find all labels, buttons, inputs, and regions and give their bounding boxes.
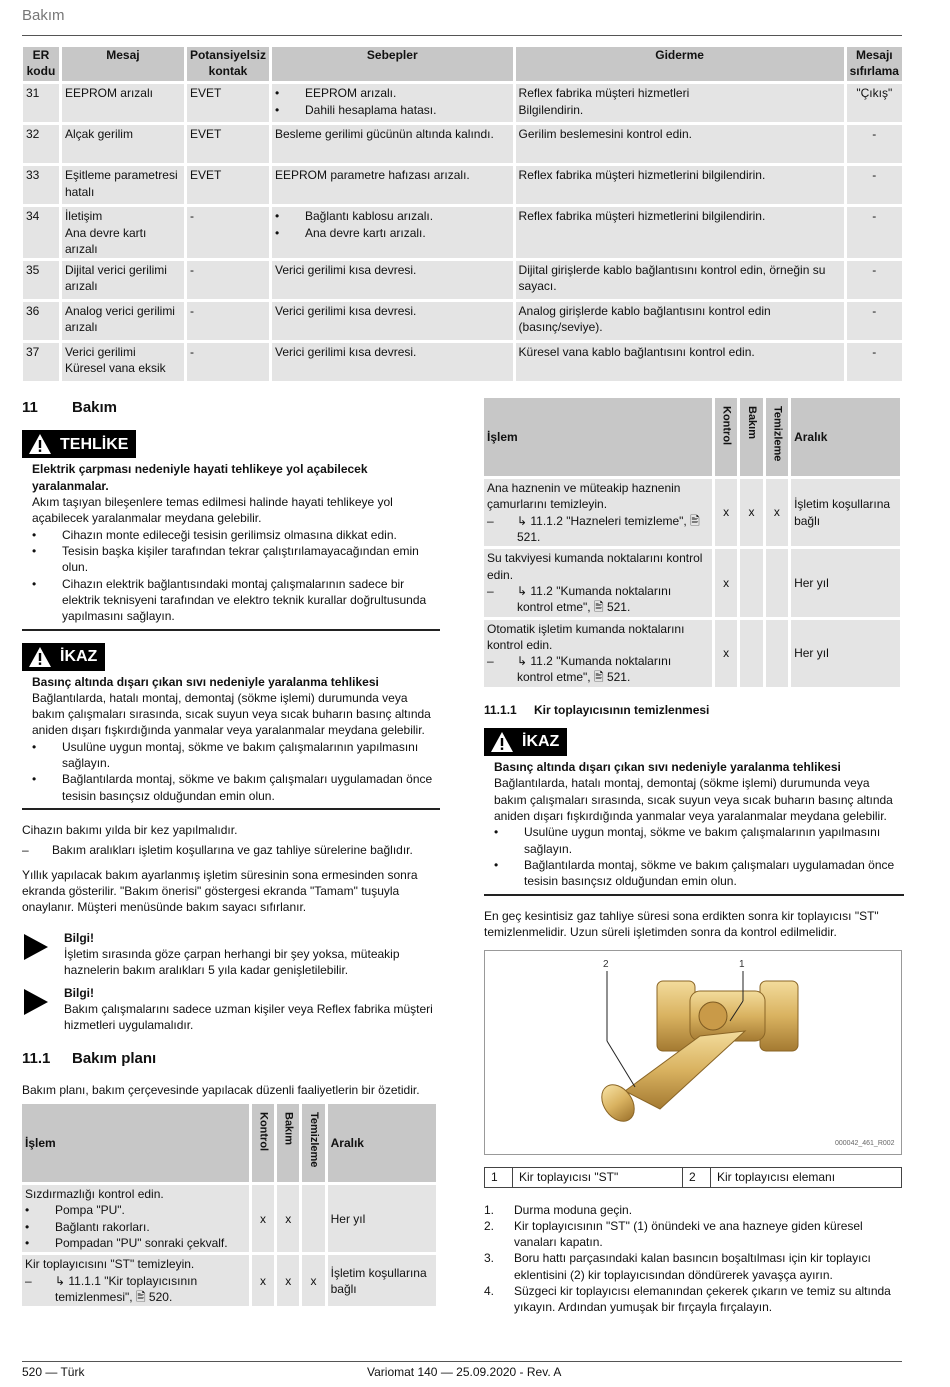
list-item: 3. Boru hattı parçasındaki kalan basıncın boşaltılması için kir toplayıcı eklentisini (2) kir toplayıcısından döndürerek yavaşça ayırın.	[484, 1251, 871, 1282]
cell-remedy: Gerilim beslemesini kontrol edin.	[516, 125, 844, 163]
col-header-reset: Mesajı sıfırlama	[847, 47, 902, 81]
cell-check: x	[715, 479, 737, 546]
table-row	[484, 479, 900, 546]
cell-cleaning: x	[766, 479, 788, 546]
cell-message: Alçak gerilim	[62, 125, 184, 163]
list-item: • Pompa "PU".	[25, 1202, 246, 1218]
cross-reference-link[interactable]: – ↳ 11.1.2 "Hazneleri temizleme", 🖹 521.	[487, 513, 709, 546]
page-footer	[22, 1361, 902, 1380]
paragraph: Cihazın bakımı yılda bir kez yapılmalıdır.	[22, 823, 238, 838]
cell-operation: Su takviyesi kumanda noktalarını kontrol edin. – ↳ 11.2 "Kumanda noktalarını kontrol etme", 🖹 521.	[484, 549, 712, 616]
figure-legend	[484, 1167, 902, 1187]
list-item: • Pompadan "PU" sonraki çekvalf.	[25, 1235, 246, 1251]
legend-number: 2	[683, 1168, 711, 1187]
table-row	[23, 84, 902, 122]
table-row	[22, 1185, 436, 1252]
table-row	[23, 207, 902, 258]
caution-title: Basınç altında dışarı çıkan sıvı nedeniyle yaralanma tehlikesi	[494, 760, 841, 775]
warning-triangle-icon	[28, 646, 52, 668]
cell-causes	[272, 207, 513, 258]
cell-code: 32	[23, 125, 59, 163]
caution-badge: İKAZ	[22, 643, 105, 671]
cell-message: Verici gerilimi Küresel vana eksik	[62, 343, 184, 381]
cell-contact: -	[187, 343, 269, 381]
legend-text: Kir toplayıcısı elemanı	[711, 1168, 902, 1187]
cell-message: İletişim Ana devre kartı arızalı	[62, 207, 184, 258]
col-header-maintenance: Bakım	[277, 1104, 299, 1182]
legend-number: 1	[485, 1168, 513, 1187]
col-header-interval: Aralık	[791, 398, 900, 476]
steps-list	[484, 1202, 904, 1316]
danger-badge: TEHLİKE	[22, 430, 136, 458]
list-item: 2. Kir toplayıcısının "ST" (1) önündeki ve ana hazneye giden küresel vanaları kapatın.	[484, 1218, 863, 1250]
cell-check: x	[252, 1255, 274, 1306]
cell-reset: -	[847, 125, 902, 163]
cell-check: x	[715, 620, 737, 687]
cell-operation: Ana haznenin ve müteakip haznenin çamurlarını temizleyin. – ↳ 11.1.2 "Hazneleri temizleme", 🖹 521.	[484, 479, 712, 546]
cell-code: 34	[23, 207, 59, 258]
table-row	[23, 302, 902, 340]
cell-causes: Verici gerilimi kısa devresi.	[272, 302, 513, 340]
subsection-heading: 11.1.1 Kir toplayıcısının temizlenmesi	[484, 702, 710, 717]
cell-operation: Kir toplayıcısını "ST" temizleyin. – ↳ 11.1.1 "Kir toplayıcısının temizlenmesi", 🖹 520.	[22, 1255, 249, 1306]
table-row	[22, 1255, 436, 1306]
table-row	[23, 125, 902, 163]
col-header-operation: İşlem	[22, 1104, 249, 1182]
list-item: • Bağlantılarda montaj, sökme ve bakım çalışmaları uygulamadan önce tesisin basınçsız olduğundan emin olun.	[494, 857, 904, 890]
list-item: • Usulüne uygun montaj, sökme ve bakım çalışmalarının yapılmasını sağlayın.	[494, 824, 904, 857]
dirt-trap-illustration	[485, 951, 901, 1154]
cell-maintenance: x	[277, 1185, 299, 1252]
cell-cleaning	[302, 1185, 324, 1252]
dash-item: – Bakım aralıkları işletim koşullarına ve gaz tahliye sürelerine bağlıdır.	[22, 842, 440, 858]
dirt-trap-figure	[484, 950, 902, 1155]
cell-remedy: Dijital girişlerde kablo bağlantısını kontrol edin, örneğin su sayacı.	[516, 261, 844, 299]
maintenance-plan-table-continued	[481, 395, 903, 690]
col-header-maintenance: Bakım	[740, 398, 762, 476]
section-heading: 11 Bakım	[22, 399, 118, 416]
cross-reference-link[interactable]: – ↳ 11.1.1 "Kir toplayıcısının temizlenmesi", 🖹 520.	[25, 1273, 246, 1306]
list-item: • Ana devre kartı arızalı.	[275, 225, 510, 241]
caution-text: Bağlantılarda, hatalı montaj, demontaj (sökme işlemi) durumunda veya bakım çalışmaları sırasında, sıcak suyun veya sıcak buharın basınç altında aniden dışarı fışkırdığında yanmalar veya yaralanmalar meydana gelebilir.	[494, 776, 893, 823]
col-header-operation: İşlem	[484, 398, 712, 476]
list-item: • Bağlantılarda montaj, sökme ve bakım çalışmaları uygulamadan önce tesisin basınçsız olduğundan emin olun.	[32, 771, 440, 804]
warning-triangle-icon	[28, 433, 52, 455]
error-table	[20, 44, 905, 384]
footer-page-number: 520 — Türk	[22, 1365, 85, 1379]
cell-remedy: Reflex fabrika müşteri hizmetlerini bilgilendirin.	[516, 207, 844, 258]
cell-reset: -	[847, 302, 902, 340]
table-row	[23, 166, 902, 204]
cell-contact: EVET	[187, 166, 269, 204]
cell-interval: İşletim koşullarına bağlı	[328, 1255, 436, 1306]
cell-check: x	[715, 549, 737, 616]
table-row	[23, 261, 902, 299]
cell-remedy: Küresel vana kablo bağlantısını kontrol edin.	[516, 343, 844, 381]
caution-text: Bağlantılarda, hatalı montaj, demontaj (sökme işlemi) durumunda veya bakım çalışmaları sırasında, sıcak suyun veya sıcak buharın basınç altında aniden dışarı fışkırdığında yanmalar veya yaralanmalar meydana gelebilir.	[32, 690, 431, 738]
danger-box	[22, 430, 440, 630]
cell-contact: EVET	[187, 84, 269, 122]
warning-triangle-icon	[490, 731, 514, 753]
left-column	[22, 398, 440, 1309]
cell-causes: Verici gerilimi kısa devresi.	[272, 343, 513, 381]
maintenance-plan-table	[19, 1101, 439, 1309]
col-header-cleaning: Temizleme	[766, 398, 788, 476]
list-item: • Dahili hesaplama hatası.	[275, 102, 510, 118]
cell-reset: "Çıkış"	[847, 84, 902, 122]
cell-causes: EEPROM parametre hafızası arızalı.	[272, 166, 513, 204]
danger-text: Akım taşıyan bileşenlere temas edilmesi halinde hayati tehlikeye yol açabilecek yaralanmalar meydana gelebilir.	[32, 495, 393, 526]
info-arrow-icon	[24, 934, 48, 960]
table-row	[23, 343, 902, 381]
col-header-check: Kontrol	[252, 1104, 274, 1182]
cell-reset: -	[847, 207, 902, 258]
info-arrow-icon	[24, 989, 48, 1015]
cross-reference-link[interactable]: – ↳ 11.2 "Kumanda noktalarını kontrol etme", 🖹 521.	[487, 583, 709, 616]
info-note: Bilgi! Bakım çalışmalarını sadece uzman kişiler veya Reflex fabrika müşteri hizmetleri uygulamalıdır.	[22, 985, 440, 1034]
cell-contact: -	[187, 207, 269, 258]
caution-badge: İKAZ	[484, 728, 567, 756]
cell-reset: -	[847, 261, 902, 299]
table-row	[484, 549, 900, 616]
cell-causes	[272, 84, 513, 122]
cell-message: Eşitleme parametresi hatalı	[62, 166, 184, 204]
cell-contact: -	[187, 261, 269, 299]
col-header-message: Mesaj	[62, 47, 184, 81]
callout-1: 1	[739, 959, 745, 971]
cell-operation: Otomatik işletim kumanda noktalarını kontrol edin. – ↳ 11.2 "Kumanda noktalarını kontrol etme", 🖹 521.	[484, 620, 712, 687]
error-table-header	[23, 47, 902, 81]
cell-interval: Her yıl	[328, 1185, 436, 1252]
list-item: 4. Süzgeci kir toplayıcısı elemanından çekerek çıkarın ve temiz su altında yıkayın. Ardından yumuşak bir fırçayla fırçalayın.	[484, 1284, 891, 1315]
danger-title: Elektrik çarpması nedeniyle hayati tehlikeye yol açabilecek yaralanmalar.	[32, 462, 368, 493]
cell-message: Analog verici gerilimi arızalı	[62, 302, 184, 340]
list-item: • Bağlantı rakorları.	[25, 1219, 246, 1235]
cell-interval: Her yıl	[791, 549, 900, 616]
cell-maintenance: x	[740, 479, 762, 546]
col-header-cleaning: Temizleme	[302, 1104, 324, 1182]
list-item: • Tesisin başka kişiler tarafından tekrar çalıştırılamayacağından emin olun.	[32, 543, 440, 576]
figure-code: 000042_461_R002	[835, 1140, 895, 1148]
list-item: • Cihazın elektrik bağlantısındaki montaj çalışmalarının sadece bir elektrik teknisyeni tarafından ve elektro teknik kurallar doğrultusunda yapılmasını sağlayın.	[32, 576, 440, 625]
col-header-check: Kontrol	[715, 398, 737, 476]
cell-code: 37	[23, 343, 59, 381]
cell-interval: İşletim koşullarına bağlı	[791, 479, 900, 546]
cell-message: Dijital verici gerilimi arızalı	[62, 261, 184, 299]
callout-2: 2	[603, 959, 609, 971]
cell-remedy: Reflex fabrika müşteri hizmetleri Bilgilendirin.	[516, 84, 844, 122]
list-item: • Bağlantı kablosu arızalı.	[275, 208, 510, 224]
cell-cleaning	[766, 549, 788, 616]
cell-operation: Sızdırmazlığı kontrol edin. • Pompa "PU". • Bağlantı rakorları. • Pompadan "PU" sonraki çekvalf.	[22, 1185, 249, 1252]
cell-message: EEPROM arızalı	[62, 84, 184, 122]
cross-reference-link[interactable]: – ↳ 11.2 "Kumanda noktalarını kontrol etme", 🖹 521.	[487, 653, 709, 686]
footer-document-info: Variomat 140 — 25.09.2020 - Rev. A	[367, 1365, 562, 1379]
caution-box	[484, 728, 904, 896]
cell-code: 31	[23, 84, 59, 122]
page-header	[22, 6, 902, 36]
cell-maintenance: x	[277, 1255, 299, 1306]
cell-interval: Her yıl	[791, 620, 900, 687]
cell-code: 36	[23, 302, 59, 340]
list-item: • Cihazın monte edileceği tesisin gerilimsiz olmasına dikkat edin.	[32, 527, 440, 543]
cell-causes: Verici gerilimi kısa devresi.	[272, 261, 513, 299]
cell-check: x	[252, 1185, 274, 1252]
col-header-contact: Potansiyelsiz kontak	[187, 47, 269, 81]
col-header-interval: Aralık	[328, 1104, 436, 1182]
cell-cleaning	[766, 620, 788, 687]
cell-remedy: Reflex fabrika müşteri hizmetlerini bilgilendirin.	[516, 166, 844, 204]
cell-code: 35	[23, 261, 59, 299]
table-row	[484, 620, 900, 687]
cell-causes: Besleme gerilimi gücünün altında kalındı.	[272, 125, 513, 163]
paragraph: En geç kesintisiz gaz tahliye süresi sona erdikten sonra kir toplayıcısı "ST" temizlenmelidir. Uzun süreli işletimden sonra da kontrol edilmelidir.	[484, 908, 879, 939]
cell-cleaning: x	[302, 1255, 324, 1306]
cell-contact: -	[187, 302, 269, 340]
cell-reset: -	[847, 166, 902, 204]
info-note: Bilgi! İşletim sırasında göze çarpan herhangi bir şey yoksa, müteakip haznelerin bakım aralıkları 5 yıla kadar genişletilebilir.	[22, 930, 440, 979]
cell-reset: -	[847, 343, 902, 381]
right-column	[484, 395, 904, 1316]
paragraph: Yıllık yapılacak bakım ayarlanmış işletim süresinin sona ermesinden sonra ekranda gösterilir. "Bakım önerisi" göstergesi ekranda "Tamam" tuşuyla onaylanır. Müşteri menüsünde bakım sayacı sıfırlanır.	[22, 867, 418, 915]
list-item: • EEPROM arızalı.	[275, 85, 510, 101]
col-header-remedy: Giderme	[516, 47, 844, 81]
col-header-causes: Sebepler	[272, 47, 513, 81]
cell-contact: EVET	[187, 125, 269, 163]
header-title: Bakım	[22, 7, 65, 24]
cell-remedy: Analog girişlerde kablo bağlantısını kontrol edin (basınç/seviye).	[516, 302, 844, 340]
legend-text: Kir toplayıcısı "ST"	[513, 1168, 683, 1187]
caution-box	[22, 643, 440, 811]
caution-title: Basınç altında dışarı çıkan sıvı nedeniyle yaralanma tehlikesi	[32, 674, 379, 689]
cell-maintenance	[740, 620, 762, 687]
paragraph: Bakım planı, bakım çerçevesinde yapılacak düzenli faaliyetlerin bir özetidir.	[22, 1082, 420, 1097]
cell-code: 33	[23, 166, 59, 204]
list-item: • Usulüne uygun montaj, sökme ve bakım çalışmalarının yapılmasını sağlayın.	[32, 739, 440, 772]
list-item: 1. Durma moduna geçin.	[484, 1202, 633, 1217]
cell-maintenance	[740, 549, 762, 616]
section-heading: 11.1 Bakım planı	[22, 1050, 157, 1068]
col-header-code: ER kodu	[23, 47, 59, 81]
